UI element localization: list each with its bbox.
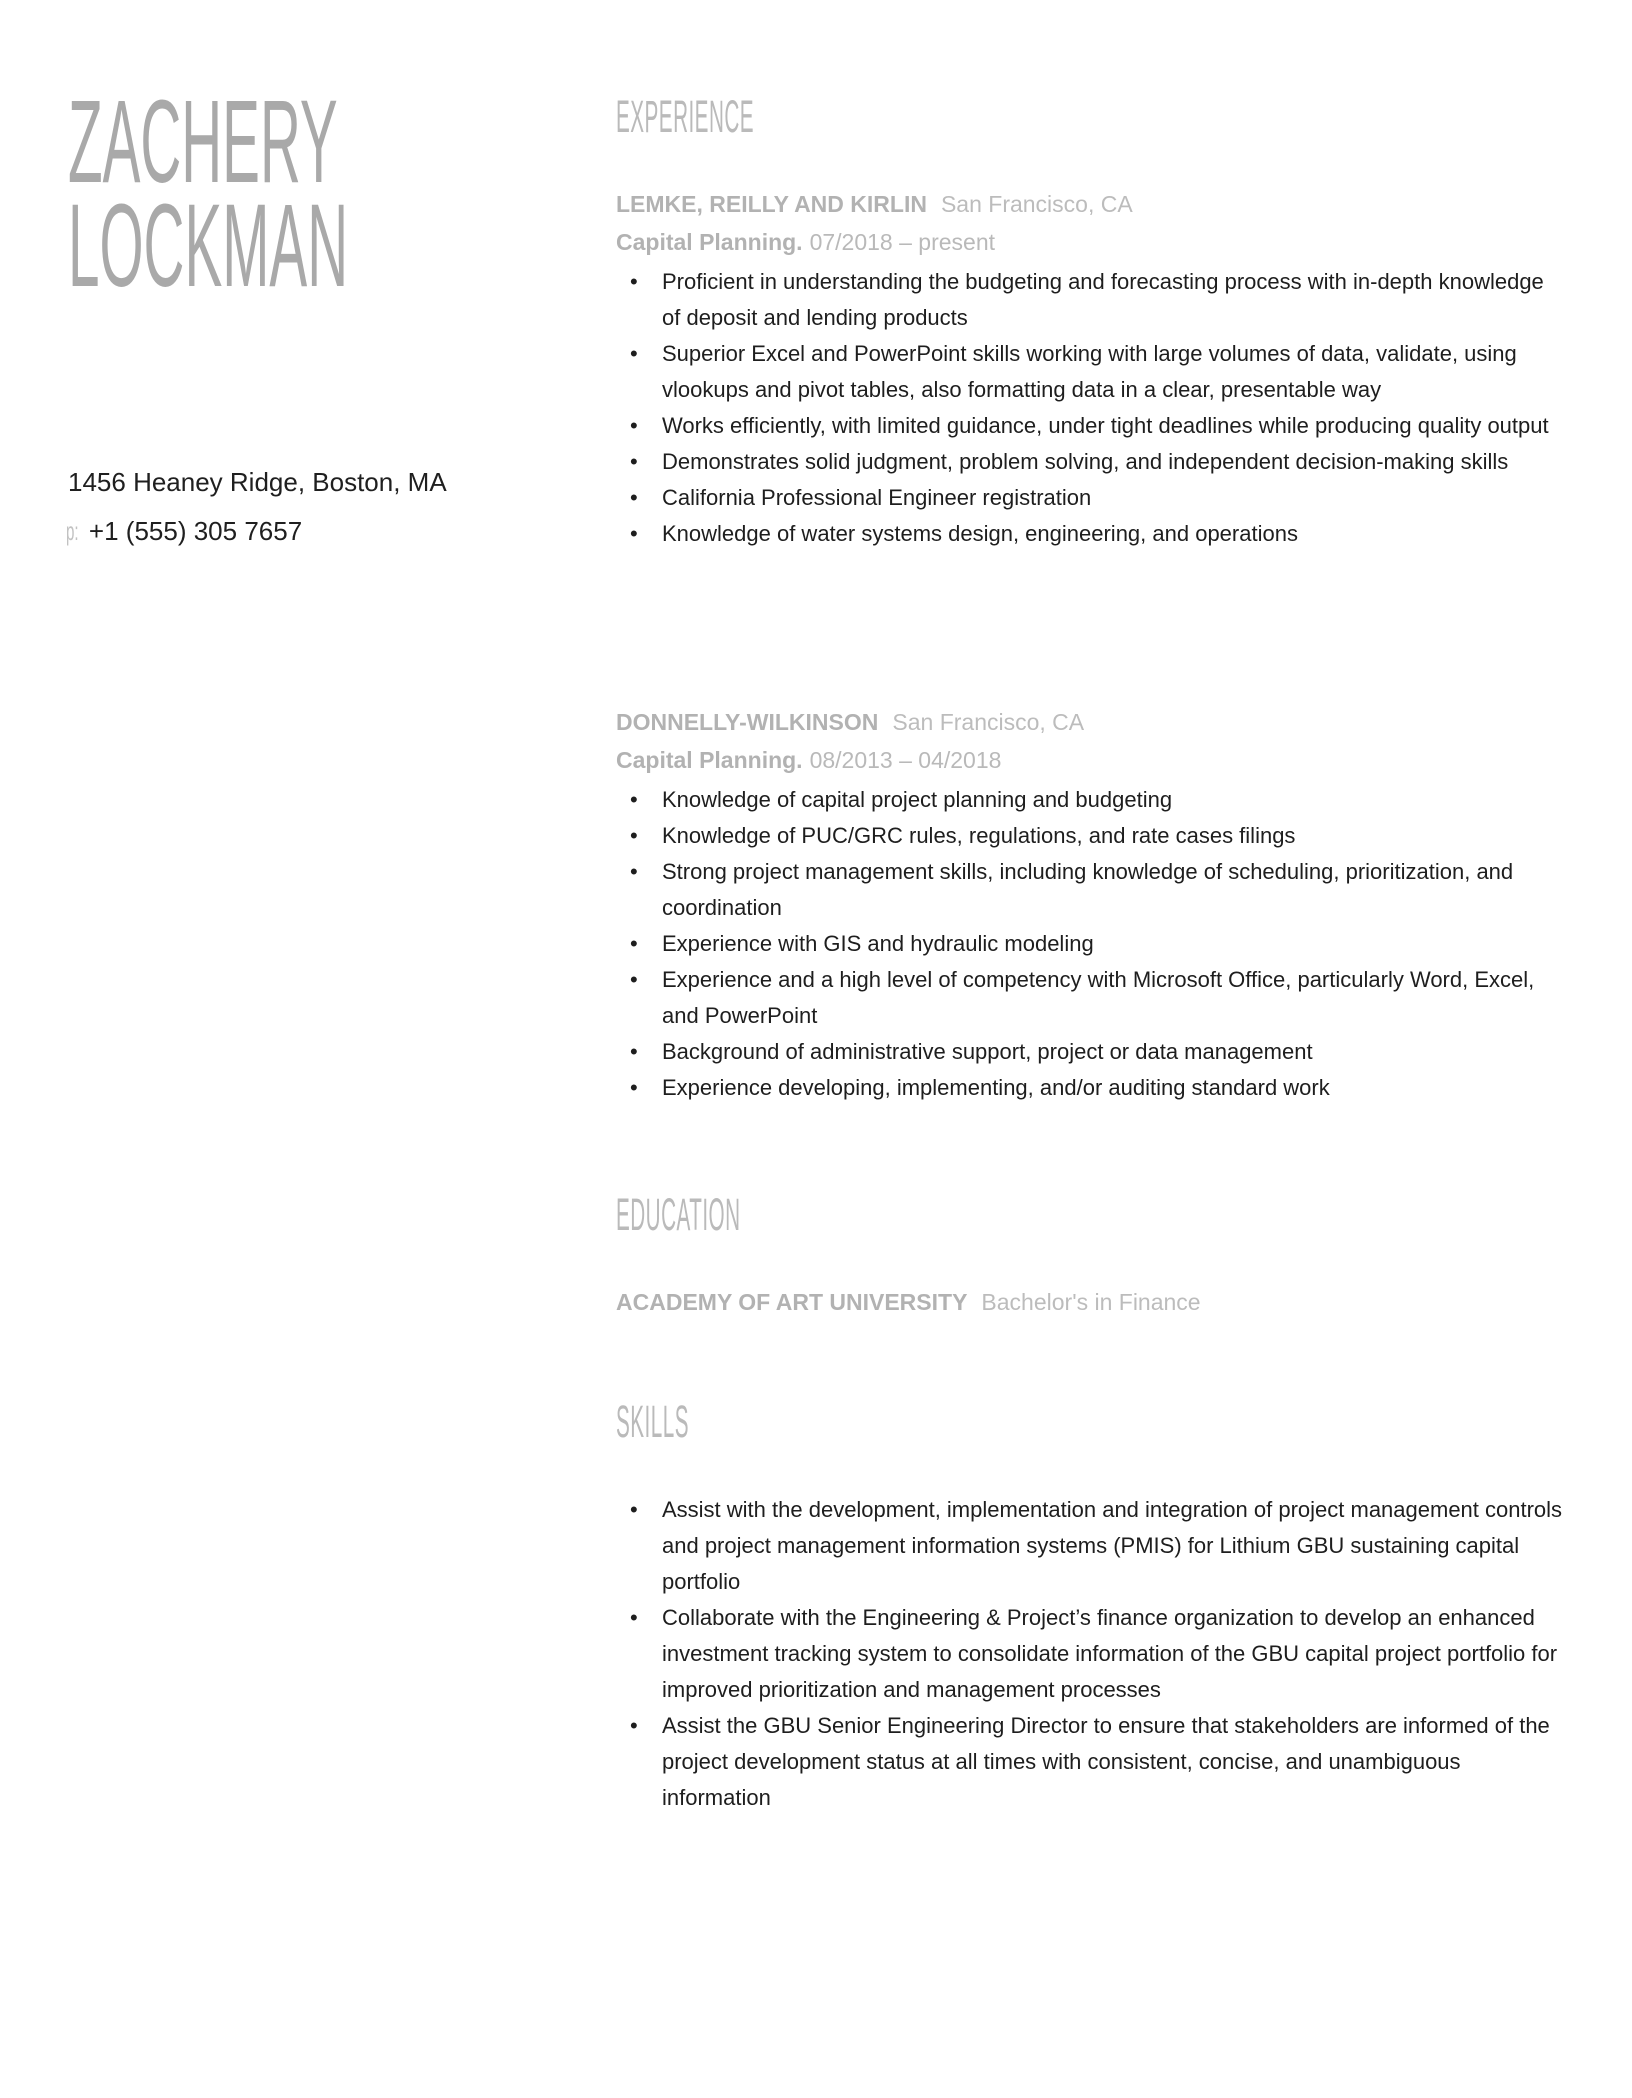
job1-company: LEMKE, REILLY AND KIRLIN bbox=[616, 191, 927, 217]
job2-role: Capital Planning. bbox=[616, 747, 803, 773]
skills-bullet: • Assist with the development, implementation and integration of project management controls and project management information systems (PMIS) for Lithium GBU sustaining capital portfolio bbox=[616, 1492, 1568, 1600]
job2-bullet: • Experience developing, implementing, and/or auditing standard work bbox=[616, 1070, 1568, 1106]
job2-bullet: • Experience and a high level of competency with Microsoft Office, particularly Word, Excel, and PowerPoint bbox=[616, 962, 1568, 1034]
job1-bullet: • Demonstrates solid judgment, problem solving, and independent decision-making skills bbox=[616, 444, 1568, 480]
experience-section-title: EXPERIENCE bbox=[616, 91, 755, 142]
job2-bullet: • Strong project management skills, including knowledge of scheduling, prioritization, and coordination bbox=[616, 854, 1568, 926]
job1-role: Capital Planning. bbox=[616, 229, 803, 255]
phone-prefix: p: bbox=[66, 516, 79, 546]
job1-bullet: • Knowledge of water systems design, engineering, and operations bbox=[616, 516, 1568, 552]
education-section-title: EDUCATION bbox=[616, 1189, 741, 1240]
job1-role-line bbox=[616, 228, 995, 256]
job2-bullet: • Background of administrative support, project or data management bbox=[616, 1034, 1568, 1070]
job1-company-line bbox=[616, 190, 1133, 218]
education-school: ACADEMY OF ART UNIVERSITY bbox=[616, 1289, 968, 1315]
job2-dates: 08/2013 – 04/2018 bbox=[809, 747, 1002, 773]
skills-section-title: SKILLS bbox=[616, 1396, 689, 1447]
job1-bullet-list bbox=[616, 264, 1568, 552]
job2-bullet: • Knowledge of capital project planning and budgeting bbox=[616, 782, 1568, 818]
phone-number: +1 (555) 305 7657 bbox=[88, 516, 303, 546]
skills-bullet: • Collaborate with the Engineering & Project’s finance organization to develop an enhanced investment tracking system to consolidate information of the GBU capital project portfolio for improved prioritization and management processes bbox=[616, 1600, 1568, 1708]
job2-location: San Francisco, CA bbox=[892, 709, 1085, 735]
job2-company: DONNELLY-WILKINSON bbox=[616, 709, 879, 735]
job2-role-line bbox=[616, 746, 1001, 774]
candidate-last-name: LOCKMAN bbox=[68, 180, 349, 312]
skills-bullet-list bbox=[616, 1492, 1568, 1816]
candidate-first-name: ZACHERY bbox=[68, 76, 338, 208]
phone-line bbox=[66, 516, 302, 546]
job2-company-line bbox=[616, 708, 1084, 736]
candidate-name bbox=[68, 76, 349, 312]
job2-bullet-list bbox=[616, 782, 1568, 1106]
job1-bullet: • California Professional Engineer registration bbox=[616, 480, 1568, 516]
education-line bbox=[616, 1288, 1201, 1316]
skills-bullet: • Assist the GBU Senior Engineering Director to ensure that stakeholders are informed of the project development status at all times with consistent, concise, and unambiguous information bbox=[616, 1708, 1568, 1816]
address: 1456 Heaney Ridge, Boston, MA bbox=[68, 467, 447, 497]
job1-bullet: • Works efficiently, with limited guidance, under tight deadlines while producing quality output bbox=[616, 408, 1568, 444]
job1-dates: 07/2018 – present bbox=[809, 229, 996, 255]
job1-location: San Francisco, CA bbox=[940, 191, 1133, 217]
job1-bullet: • Superior Excel and PowerPoint skills working with large volumes of data, validate, using vlookups and pivot tables, also formatting data in a clear, presentable way bbox=[616, 336, 1568, 408]
education-degree: Bachelor's in Finance bbox=[981, 1289, 1201, 1315]
job2-bullet: • Knowledge of PUC/GRC rules, regulations, and rate cases filings bbox=[616, 818, 1568, 854]
job1-bullet: • Proficient in understanding the budgeting and forecasting process with in-depth knowledge of deposit and lending products bbox=[616, 264, 1568, 336]
job2-bullet: • Experience with GIS and hydraulic modeling bbox=[616, 926, 1568, 962]
